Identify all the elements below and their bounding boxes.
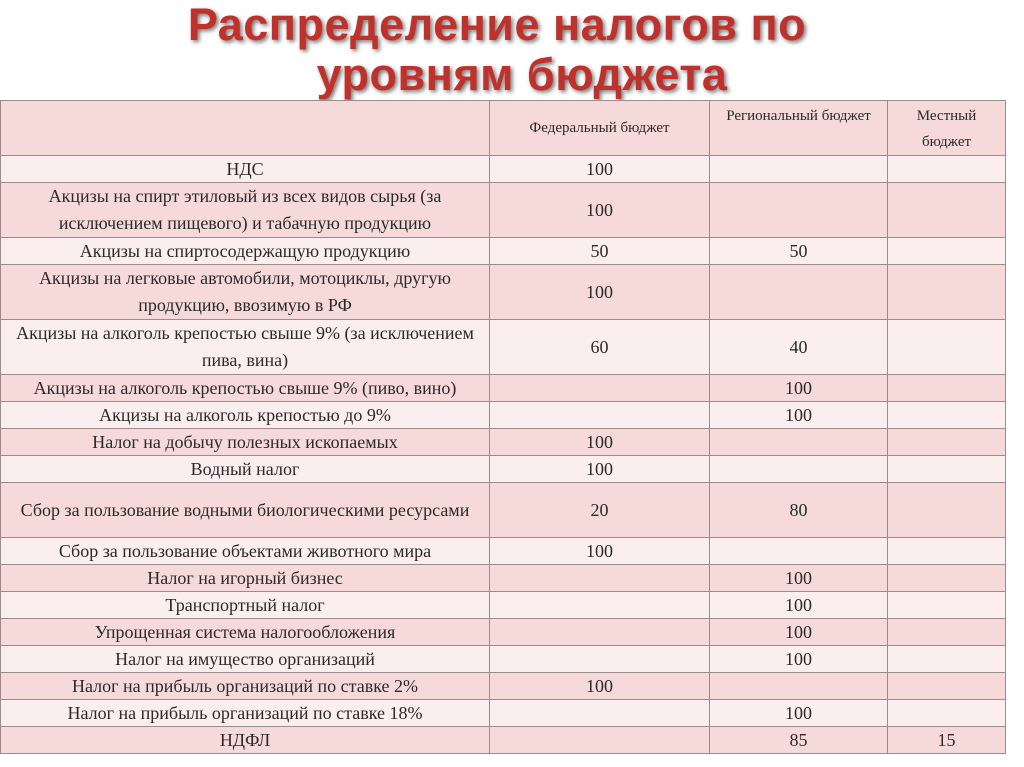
tax-name-cell: Налог на имущество организаций bbox=[1, 646, 490, 673]
tax-name-cell: Упрощенная система налогообложения bbox=[1, 619, 490, 646]
regional-share-cell: 100 bbox=[710, 565, 888, 592]
federal-share-cell: 100 bbox=[490, 456, 710, 483]
local-share-cell bbox=[888, 646, 1006, 673]
local-share-cell: 15 bbox=[888, 727, 1006, 754]
local-share-cell bbox=[888, 456, 1006, 483]
regional-share-cell: 100 bbox=[710, 700, 888, 727]
table-row bbox=[1, 320, 1006, 375]
local-share-cell bbox=[888, 238, 1006, 265]
tax-name-cell: Сбор за пользование объектами животного мира bbox=[1, 538, 490, 565]
table-row bbox=[1, 673, 1006, 700]
federal-share-cell: 60 bbox=[490, 320, 710, 375]
federal-share-cell bbox=[490, 592, 710, 619]
federal-share-cell bbox=[490, 646, 710, 673]
regional-share-cell bbox=[710, 183, 888, 238]
regional-share-cell bbox=[710, 456, 888, 483]
regional-share-cell bbox=[710, 156, 888, 183]
regional-share-cell bbox=[710, 673, 888, 700]
federal-share-cell: 100 bbox=[490, 183, 710, 238]
local-share-cell bbox=[888, 673, 1006, 700]
table-row bbox=[1, 538, 1006, 565]
tax-distribution-table bbox=[0, 100, 1006, 754]
header-tax-name bbox=[1, 101, 490, 156]
local-share-cell bbox=[888, 592, 1006, 619]
table-row bbox=[1, 456, 1006, 483]
table-row bbox=[1, 592, 1006, 619]
tax-name-cell: Налог на добычу полезных ископаемых bbox=[1, 429, 490, 456]
table-row bbox=[1, 183, 1006, 238]
tax-name-cell: Транспортный налог bbox=[1, 592, 490, 619]
regional-share-cell: 100 bbox=[710, 646, 888, 673]
table-row bbox=[1, 156, 1006, 183]
tax-name-cell: Акцизы на алкоголь крепостью до 9% bbox=[1, 402, 490, 429]
regional-share-cell: 85 bbox=[710, 727, 888, 754]
federal-share-cell: 100 bbox=[490, 429, 710, 456]
regional-share-cell bbox=[710, 265, 888, 320]
tax-name-cell: Налог на прибыль организаций по ставке 2% bbox=[1, 673, 490, 700]
tax-name-cell: Акцизы на спирт этиловый из всех видов сырья (за исключением пищевого) и табачную продукцию bbox=[1, 183, 490, 238]
local-share-cell bbox=[888, 619, 1006, 646]
slide-title-line-2: уровням бюджета bbox=[316, 49, 728, 100]
federal-share-cell: 50 bbox=[490, 238, 710, 265]
local-share-cell bbox=[888, 565, 1006, 592]
table-row bbox=[1, 265, 1006, 320]
table-row bbox=[1, 700, 1006, 727]
local-share-cell bbox=[888, 402, 1006, 429]
local-share-cell bbox=[888, 700, 1006, 727]
local-share-cell bbox=[888, 375, 1006, 402]
local-share-cell bbox=[888, 429, 1006, 456]
regional-share-cell: 80 bbox=[710, 483, 888, 538]
table-row bbox=[1, 375, 1006, 402]
local-share-cell bbox=[888, 183, 1006, 238]
local-share-cell bbox=[888, 265, 1006, 320]
tax-name-cell: Водный налог bbox=[1, 456, 490, 483]
tax-name-cell: Акцизы на легковые автомобили, мотоциклы, другую продукцию, ввозимую в РФ bbox=[1, 265, 490, 320]
header-federal: Федеральный бюджет bbox=[490, 101, 710, 156]
tax-name-cell: Налог на игорный бизнес bbox=[1, 565, 490, 592]
header-regional: Региональный бюджет bbox=[710, 101, 888, 156]
federal-share-cell: 100 bbox=[490, 538, 710, 565]
tax-name-cell: НДС bbox=[1, 156, 490, 183]
tax-name-cell: Акцизы на алкоголь крепостью свыше 9% (за исключением пива, вина) bbox=[1, 320, 490, 375]
table-row bbox=[1, 619, 1006, 646]
federal-share-cell bbox=[490, 700, 710, 727]
tax-name-cell: НДФЛ bbox=[1, 727, 490, 754]
local-share-cell bbox=[888, 538, 1006, 565]
local-share-cell bbox=[888, 156, 1006, 183]
table-header-row bbox=[1, 101, 1006, 156]
federal-share-cell: 100 bbox=[490, 265, 710, 320]
regional-share-cell bbox=[710, 429, 888, 456]
regional-share-cell: 100 bbox=[710, 402, 888, 429]
regional-share-cell bbox=[710, 538, 888, 565]
table-row bbox=[1, 483, 1006, 538]
federal-share-cell: 20 bbox=[490, 483, 710, 538]
slide-title-line-1: Распределение налогов по bbox=[187, 0, 807, 50]
federal-share-cell bbox=[490, 619, 710, 646]
regional-share-cell: 40 bbox=[710, 320, 888, 375]
regional-share-cell: 100 bbox=[710, 619, 888, 646]
table-row bbox=[1, 565, 1006, 592]
local-share-cell bbox=[888, 483, 1006, 538]
tax-name-cell: Акцизы на спиртосодержащую продукцию bbox=[1, 238, 490, 265]
tax-name-cell: Налог на прибыль организаций по ставке 18% bbox=[1, 700, 490, 727]
federal-share-cell bbox=[490, 565, 710, 592]
regional-share-cell: 100 bbox=[710, 592, 888, 619]
table-row bbox=[1, 646, 1006, 673]
federal-share-cell: 100 bbox=[490, 673, 710, 700]
table-row bbox=[1, 429, 1006, 456]
federal-share-cell: 100 bbox=[490, 156, 710, 183]
federal-share-cell bbox=[490, 402, 710, 429]
table-row bbox=[1, 727, 1006, 754]
regional-share-cell: 100 bbox=[710, 375, 888, 402]
local-share-cell bbox=[888, 320, 1006, 375]
table-row bbox=[1, 238, 1006, 265]
table-row bbox=[1, 402, 1006, 429]
federal-share-cell bbox=[490, 375, 710, 402]
tax-name-cell: Сбор за пользование водными биологическими ресурсами bbox=[1, 483, 490, 538]
tax-name-cell: Акцизы на алкоголь крепостью свыше 9% (пиво, вино) bbox=[1, 375, 490, 402]
header-local: Местный бюджет bbox=[888, 101, 1006, 156]
federal-share-cell bbox=[490, 727, 710, 754]
slide-title bbox=[0, 0, 1024, 100]
regional-share-cell: 50 bbox=[710, 238, 888, 265]
